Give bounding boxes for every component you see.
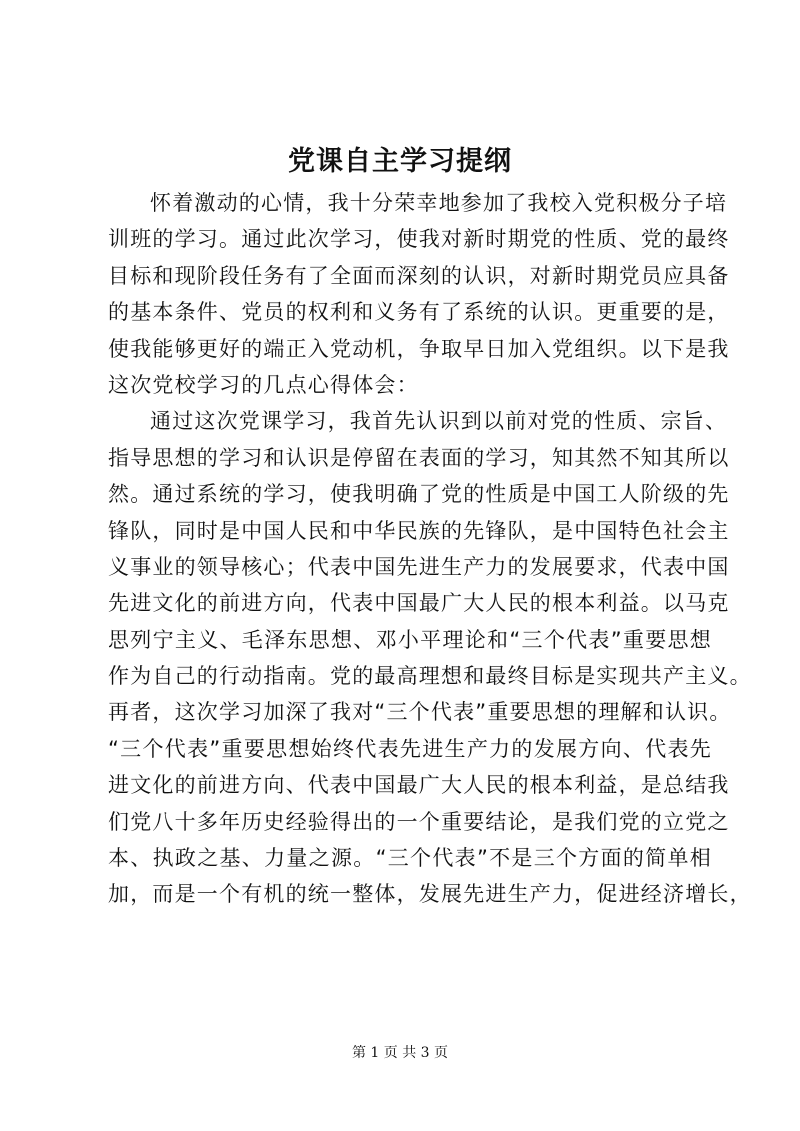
document-title: 党课自主学习提纲 xyxy=(288,146,512,177)
paragraph-line: 使我能够更好的端正入党动机，争取早日加入党组织。以下是我 xyxy=(108,336,730,361)
paragraph-line: 锋队，同时是中国人民和中华民族的先锋队，是中国特色社会主 xyxy=(108,518,730,543)
paragraph-line: 的基本条件、党员的权利和义务有了系统的认识。更重要的是， xyxy=(108,300,730,325)
paragraph-line: 通过这次党课学习，我首先认识到以前对党的性质、宗旨、 xyxy=(150,409,728,434)
paragraph-line: 训班的学习。通过此次学习，使我对新时期党的性质、党的最终 xyxy=(108,227,730,252)
paragraph-line: 这次党校学习的几点心得体会： xyxy=(108,372,419,397)
paragraph-line: 本、执政之基、力量之源。“三个代表”不是三个方面的简单相 xyxy=(108,846,712,871)
document-body xyxy=(108,185,752,913)
paragraph-line: 加，而是一个有机的统一整体，发展先进生产力，促进经济增长， xyxy=(108,882,752,907)
paragraph-line: 指导思想的学习和认识是停留在表面的学习，知其然不知其所以 xyxy=(108,445,730,470)
paragraph-line: “三个代表”重要思想始终代表先进生产力的发展方向、代表先 xyxy=(108,736,712,761)
page-footer: 第 1 页 共 3 页 xyxy=(351,1045,449,1061)
paragraph-line: 作为自己的行动指南。党的最高理想和最终目标是实现共产主义。 xyxy=(108,664,752,689)
paragraph-line: 然。通过系统的学习，使我明确了党的性质是中国工人阶级的先 xyxy=(108,482,730,507)
paragraph-line: 先进文化的前进方向，代表中国最广大人民的根本利益。以马克 xyxy=(108,591,730,616)
paragraph-line: 怀着激动的心情，我十分荣幸地参加了我校入党积极分子培 xyxy=(150,191,728,215)
paragraph-line: 进文化的前进方向、代表中国最广大人民的根本利益，是总结我 xyxy=(108,773,730,798)
paragraph-line: 思列宁主义、毛泽东思想、邓小平理论和“三个代表”重要思想 xyxy=(108,627,712,652)
paragraph-line: 再者，这次学习加深了我对“三个代表”重要思想的理解和认识。 xyxy=(108,700,732,725)
paragraph-line: 义事业的领导核心；代表中国先进生产力的发展要求，代表中国 xyxy=(108,554,730,579)
paragraph-line: 目标和现阶段任务有了全面而深刻的认识，对新时期党员应具备 xyxy=(108,263,730,288)
paragraph-line: 们党八十多年历史经验得出的一个重要结论，是我们党的立党之 xyxy=(108,809,730,834)
